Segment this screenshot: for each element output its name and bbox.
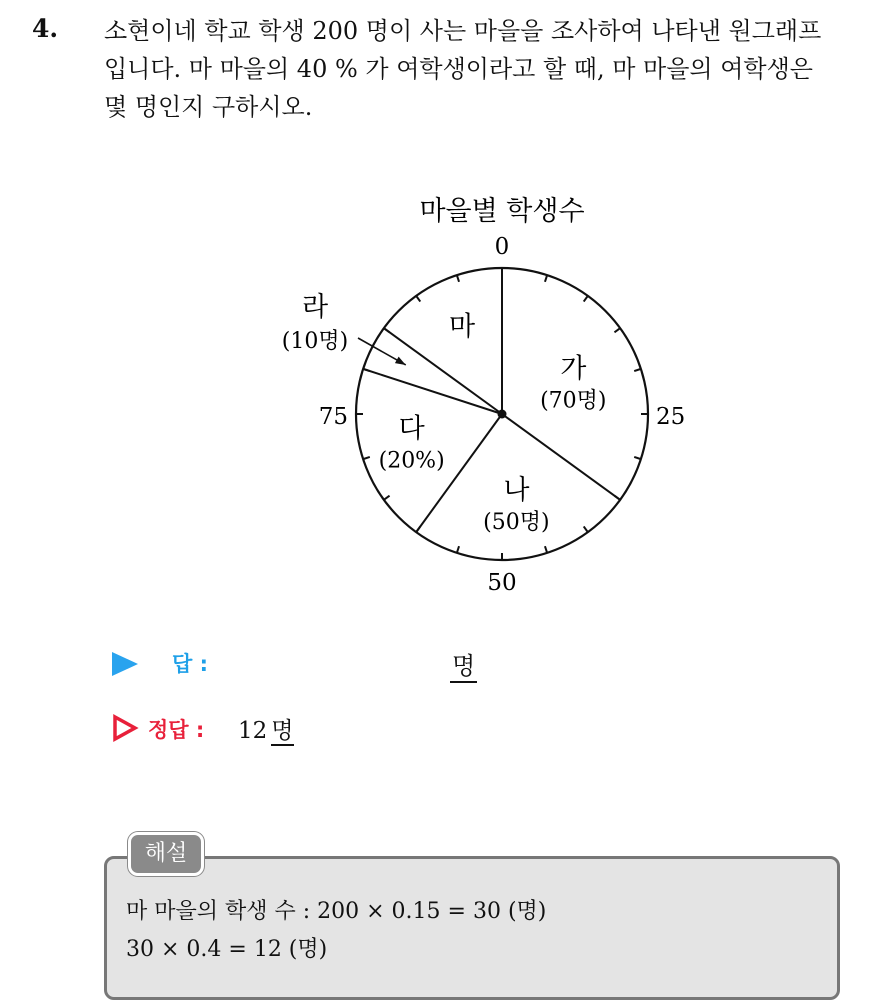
- slice-name-라: 라: [301, 292, 329, 323]
- solution-line-2: 30 × 0.4 = 12 (명): [126, 937, 328, 962]
- slice-name-다: 다: [398, 413, 425, 445]
- answer-row: [112, 646, 532, 682]
- scale-label: 50: [487, 570, 517, 596]
- question-text: [104, 12, 864, 126]
- slice-value-라: (10명): [281, 329, 349, 354]
- correct-unit: 명: [271, 718, 294, 744]
- correct-label: 정답 :: [148, 718, 205, 742]
- correct-value: [238, 712, 294, 745]
- scale-label: 0: [494, 234, 510, 260]
- slice-value-가: (70명): [540, 388, 607, 414]
- question-line: 입니다. 마 마을의 40 % 가 여학생이라고 할 때, 마 마을의 여학생은: [104, 55, 813, 83]
- answer-label: 답 :: [172, 652, 208, 676]
- play-triangle-icon: [112, 652, 138, 676]
- correct-number: 12: [238, 718, 268, 744]
- question-number: 4.: [32, 14, 59, 43]
- solution-tab: 해설: [128, 832, 204, 876]
- answer-blank[interactable]: 명: [450, 646, 477, 683]
- scale-label: 25: [656, 404, 686, 430]
- correct-answer-row: [112, 712, 532, 748]
- solution-line-1: 마 마을의 학생 수 : 200 × 0.15 = 30 (명): [126, 899, 547, 924]
- chart-title: 마을별 학생수: [419, 196, 585, 227]
- center-dot: [498, 410, 507, 419]
- question-line: 몇 명인지 구하시오.: [104, 93, 313, 121]
- question-line: 소현이네 학교 학생 200 명이 사는 마을을 조사하여 나타낸 원그래프: [104, 17, 822, 45]
- solution-box: [104, 856, 840, 1000]
- slice-name-나: 나: [503, 474, 530, 506]
- pie-chart: [250, 180, 686, 600]
- slice-name-가: 가: [560, 353, 587, 385]
- slice-name-마: 마: [449, 311, 476, 343]
- slice-value-나: (50명): [483, 509, 550, 535]
- outline-triangle-icon: [112, 714, 138, 742]
- scale-label: 75: [318, 404, 348, 430]
- slice-value-다: (20%): [378, 448, 445, 474]
